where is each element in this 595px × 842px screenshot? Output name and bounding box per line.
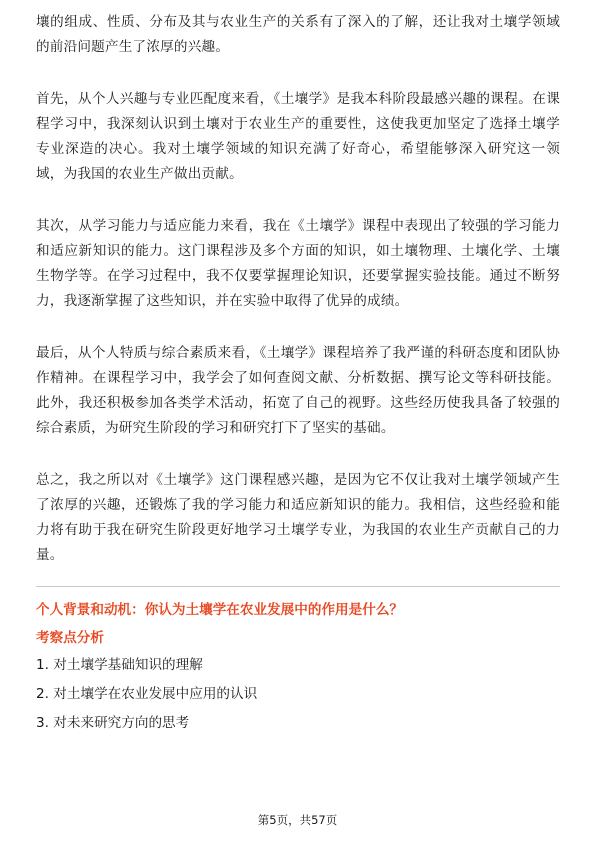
list-item: 2. 对土壤学在农业发展中应用的认识 <box>36 686 258 702</box>
paragraph-third-reason: 最后，从个人特质与综合素质来看，《土壤学》课程培养了我严谨的科研态度和团队协作精神。在课程学习中，我学会了如何查阅文献、分析数据、撰写论文等科研技能。此外，我还积极参加各类学术活动，拓宽了自己的视野。这些经历使我具备了较强的综合素质，为研究生阶段的学习和研究打下了坚实的基础。 <box>36 345 560 436</box>
list-item: 1. 对土壤学基础知识的理解 <box>36 657 203 673</box>
analysis-list <box>36 653 560 735</box>
paragraph-second-reason: 其次，从学习能力与适应能力来看，我在《土壤学》课程中表现出了较强的学习能力和适应新知识的能力。这门课程涉及多个方面的知识，如土壤物理、土壤化学、土壤生物学等。在学习过程中，我不仅要掌握理论知识，还要掌握实验技能。通过不断努力，我逐渐掌握了这些知识，并在实验中取得了优异的成绩。 <box>36 218 560 309</box>
section-divider <box>36 586 560 587</box>
list-item: 3. 对未来研究方向的思考 <box>36 715 190 731</box>
analysis-heading: 考察点分析 <box>36 630 104 646</box>
paragraph-conclusion: 总之，我之所以对《土壤学》这门课程感兴趣，是因为它不仅让我对土壤学领域产生了浓厚的兴趣，还锻炼了我的学习能力和适应新知识的能力。我相信，这些经验和能力将有助于我在研究生阶段更好地学习土壤学专业，为我国的农业生产贡献自己的力量。 <box>36 472 560 563</box>
paragraph-first-reason: 首先，从个人兴趣与专业匹配度来看，《土壤学》是我本科阶段最感兴趣的课程。在课程学习中，我深刻认识到土壤对于农业生产的重要性，这使我更加坚定了选择土壤学专业深造的决心。我对土壤学领域的知识充满了好奇心，希望能够深入研究这一领域，为我国的农业生产做出贡献。 <box>36 91 560 182</box>
document-body <box>36 10 560 740</box>
paragraph-continuation: 壤的组成、性质、分布及其与农业生产的关系有了深入的了解，还让我对土壤学领域的前沿问题产生了浓厚的兴趣。 <box>36 14 560 55</box>
page-number: 第5页，共57页 <box>257 813 338 827</box>
question-heading: 个人背景和动机：你认为土壤学在农业发展中的作用是什么？ <box>36 602 404 618</box>
